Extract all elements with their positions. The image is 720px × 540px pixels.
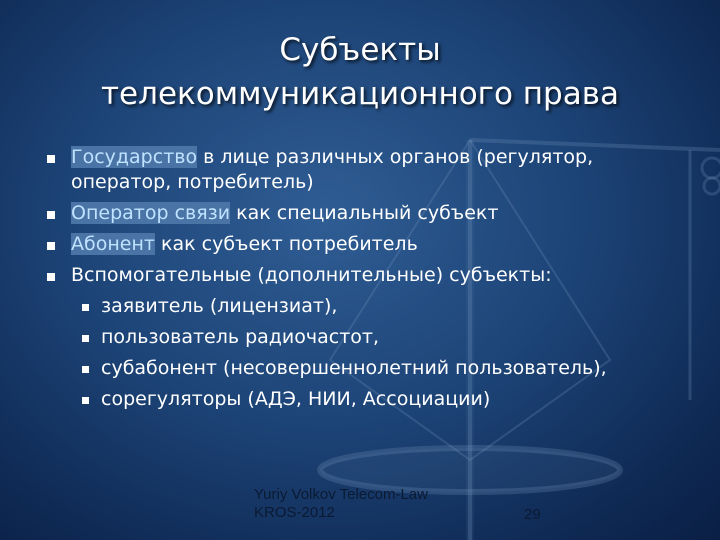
page-number: 29 [524,506,541,523]
square-bullet-icon [47,211,55,219]
square-bullet-icon [82,397,89,404]
list-item-operator [44,201,684,226]
list-item-auxiliary [44,263,684,288]
square-bullet-icon [82,335,89,342]
footer [254,486,428,522]
item-text: Вспомогательные (дополнительные) субъекты: [71,264,552,286]
title-line-2: телекоммуникационного права [101,76,619,112]
square-bullet-icon [82,366,89,373]
list-item-subscriber [44,232,684,257]
footer-author: Yuriy Volkov Telecom-Law [254,486,428,503]
item-text: как субъект потребитель [154,233,418,255]
sub-item-text: заявитель (лицензиат), [101,295,338,317]
item-text: как специальный субъект [230,202,499,224]
square-bullet-icon [47,155,55,163]
bullet-list [44,145,684,418]
square-bullet-icon [82,304,89,311]
item-text: в лице различных органов (регулятор, оператор, потребитель) [71,146,594,193]
sub-item-subsubscriber [44,356,684,381]
footer-event: KROS-2012 [254,504,335,521]
highlight-term: Абонент [71,233,155,255]
highlight-term: Государство [71,146,198,168]
slide-title [0,28,720,116]
sub-item-coregulators [44,387,684,412]
sub-item-text: субабонент (несовершеннолетний пользователь), [101,357,607,379]
sub-item-applicant [44,294,684,319]
sub-item-text: сорегуляторы (АДЭ, НИИ, Ассоциации) [101,388,491,410]
list-item-state [44,145,684,195]
square-bullet-icon [47,273,55,281]
sub-item-text: пользователь радиочастот, [101,326,380,348]
square-bullet-icon [47,242,55,250]
title-line-1: Субъекты [279,32,441,68]
highlight-term: Оператор связи [71,202,231,224]
sub-item-radio-user [44,325,684,350]
